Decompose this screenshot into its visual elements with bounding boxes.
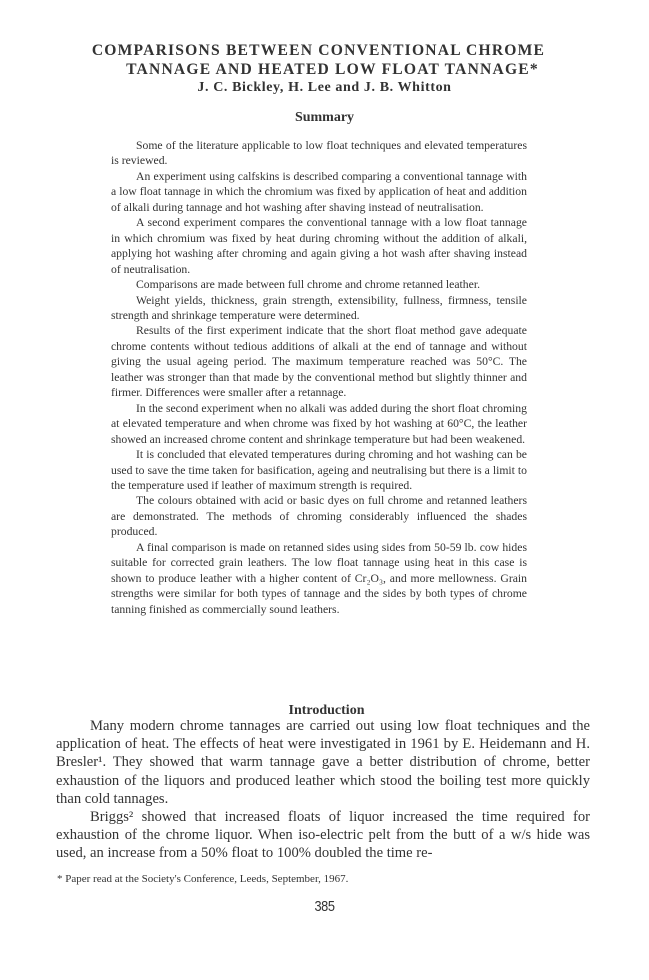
summary-paragraph: Comparisons are made between full chrome and chrome retanned leather. xyxy=(136,278,480,292)
summary-paragraph: A final comparison is made on retanned sides using sides from 50-59 lb. cow hides suitable for corrected grain leathers. The low float tannage using heat in this case is shown to produce leather with a higher content of Cr₂O₃, and more mellowness. Grain strengths were similar for both types of tannage and the sides by both types of chrome tanning finished as commercially sound leathers. xyxy=(111,540,527,616)
footnote: * Paper read at the Society's Conference, Leeds, September, 1967. xyxy=(57,873,349,885)
summary-paragraph: Results of the first experiment indicate that the short float method gave adequate chrome contents without tedious additions of alkali at the end of tannage and without giving the usual ageing period. The maximum temperature reached was 50°C. The leather was stronger than that made by the conventional method but slightly thinner and firmer. Differences were smaller after a retannage. xyxy=(111,324,527,400)
summary-paragraph: In the second experiment when no alkali was added during the short float chroming at elevated temperature and when chrome was fixed by hot washing at 60°C, the leather showed an increased chrome content and shrinkage temperature but had been weakened. xyxy=(111,401,527,446)
introduction-section xyxy=(56,717,590,863)
summary-heading: Summary xyxy=(294,110,355,125)
paper-title-line-2: TANNAGE AND HEATED LOW FLOAT TANNAGE* xyxy=(126,61,539,78)
paper-title-line-1: COMPARISONS BETWEEN CONVENTIONAL CHROME xyxy=(91,42,546,59)
summary-paragraph: It is concluded that elevated temperatures during chroming and hot washing can be used to save the time taken for basification, ageing and neutralising but there is a limit to the temperature used if leather of maximum strength is required. xyxy=(111,448,527,492)
summary-paragraph: The colours obtained with acid or basic dyes on full chrome and retanned leathers are demonstrated. The methods of chroming considerably influenced the shades produced. xyxy=(111,494,527,539)
summary-paragraph: Weight yields, thickness, grain strength, extensibility, fullness, firmness, tensile strength and shrinkage temperature were determined. xyxy=(111,293,527,322)
intro-paragraph: Briggs² showed that increased floats of liquor increased the time required for exhaustion of the chrome liquor. When iso-electric pelt from the butt of a w/s hide was used, an increase from a 50% float to 100% doubled the time re- xyxy=(56,809,590,862)
summary-paragraph: Some of the literature applicable to low float techniques and elevated temperatures is reviewed. xyxy=(111,139,527,168)
authors: J. C. Bickley, H. Lee and J. B. Whitton xyxy=(197,80,452,95)
intro-paragraph: Many modern chrome tannages are carried out using low float techniques and the application of heat. The effects of heat were investigated in 1961 by E. Heidemann and H. Bresler¹. They showed that warm tannage gave a better distribution of chrome, better exhaustion of the liquors and produced leather which stood the boiling test more quickly than cold tannages. xyxy=(56,718,590,807)
introduction-heading: Introduction xyxy=(288,703,365,718)
summary-paragraph: A second experiment compares the conventional tannage with a low float tannage in which chromium was fixed by heat during chroming without the addition of alkali, applying hot washing after chroming and again giving a hot wash after shaving instead of neutralisation. xyxy=(111,216,527,276)
page-number: 385 xyxy=(314,898,335,915)
summary-section xyxy=(111,138,527,617)
summary-paragraph: An experiment using calfskins is described comparing a conventional tannage with a low float tannage in which the chromium was fixed by application of heat and addition of alkali during tannage and hot washing after shaving instead of neutralisation. xyxy=(111,169,527,214)
